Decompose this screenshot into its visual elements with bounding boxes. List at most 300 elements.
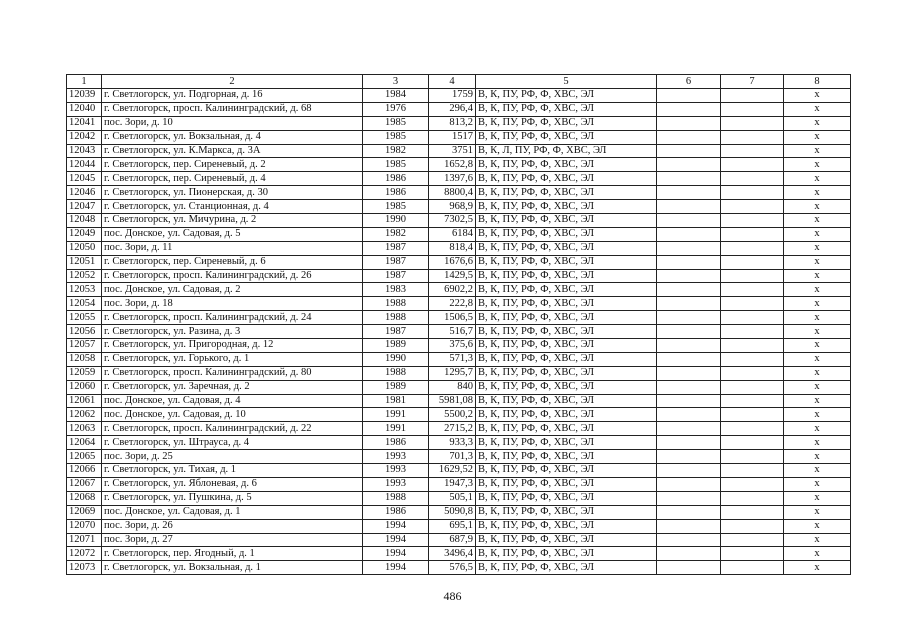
table-row: [67, 547, 851, 561]
area-cell: 968,9: [429, 200, 476, 214]
empty-cell: [657, 366, 721, 380]
area-cell: 1676,6: [429, 255, 476, 269]
works-cell: В, К, ПУ, РФ, Ф, ХВС, ЭЛ: [476, 172, 657, 186]
area-cell: 3751: [429, 144, 476, 158]
mark-cell: х: [784, 339, 851, 353]
year-cell: 1993: [363, 450, 429, 464]
empty-cell: [657, 89, 721, 103]
works-cell: В, К, ПУ, РФ, Ф, ХВС, ЭЛ: [476, 102, 657, 116]
area-cell: 2715,2: [429, 422, 476, 436]
mark-cell: х: [784, 519, 851, 533]
row-number-cell: 12045: [67, 172, 102, 186]
empty-cell: [657, 505, 721, 519]
area-cell: 5090,8: [429, 505, 476, 519]
year-cell: 1986: [363, 172, 429, 186]
row-number-cell: 12051: [67, 255, 102, 269]
works-cell: В, К, ПУ, РФ, Ф, ХВС, ЭЛ: [476, 186, 657, 200]
works-cell: В, К, ПУ, РФ, Ф, ХВС, ЭЛ: [476, 491, 657, 505]
empty-cell: [657, 450, 721, 464]
year-cell: 1985: [363, 116, 429, 130]
works-cell: В, К, ПУ, РФ, Ф, ХВС, ЭЛ: [476, 450, 657, 464]
empty-cell: [657, 200, 721, 214]
address-cell: пос. Зори, д. 18: [102, 297, 363, 311]
address-cell: г. Светлогорск, ул. Заречная, д. 2: [102, 380, 363, 394]
empty-cell: [721, 477, 784, 491]
empty-cell: [721, 144, 784, 158]
row-number-cell: 12039: [67, 89, 102, 103]
table-row: [67, 311, 851, 325]
mark-cell: х: [784, 477, 851, 491]
row-number-cell: 12073: [67, 561, 102, 575]
works-cell: В, К, ПУ, РФ, Ф, ХВС, ЭЛ: [476, 130, 657, 144]
register-table: [66, 74, 851, 575]
empty-cell: [657, 269, 721, 283]
year-cell: 1990: [363, 214, 429, 228]
row-number-cell: 12054: [67, 297, 102, 311]
mark-cell: х: [784, 547, 851, 561]
row-number-cell: 12043: [67, 144, 102, 158]
area-cell: 813,2: [429, 116, 476, 130]
empty-cell: [721, 325, 784, 339]
row-number-cell: 12072: [67, 547, 102, 561]
empty-cell: [721, 505, 784, 519]
address-cell: г. Светлогорск, пер. Сиреневый, д. 6: [102, 255, 363, 269]
table-row: [67, 255, 851, 269]
row-number-cell: 12056: [67, 325, 102, 339]
year-cell: 1987: [363, 325, 429, 339]
area-cell: 1652,8: [429, 158, 476, 172]
works-cell: В, К, ПУ, РФ, Ф, ХВС, ЭЛ: [476, 394, 657, 408]
address-cell: г. Светлогорск, ул. Штрауса, д. 4: [102, 436, 363, 450]
address-cell: г. Светлогорск, просп. Калининградский, д. 80: [102, 366, 363, 380]
row-number-cell: 12065: [67, 450, 102, 464]
area-cell: 375,6: [429, 339, 476, 353]
address-cell: г. Светлогорск, просп. Калининградский, д. 68: [102, 102, 363, 116]
area-cell: 1629,52: [429, 464, 476, 478]
area-cell: 296,4: [429, 102, 476, 116]
mark-cell: х: [784, 255, 851, 269]
area-cell: 6184: [429, 227, 476, 241]
row-number-cell: 12069: [67, 505, 102, 519]
table-row: [67, 436, 851, 450]
area-cell: 571,3: [429, 352, 476, 366]
table-row: [67, 380, 851, 394]
area-cell: 576,5: [429, 561, 476, 575]
mark-cell: х: [784, 89, 851, 103]
empty-cell: [721, 339, 784, 353]
mark-cell: х: [784, 214, 851, 228]
header-cell: 4: [429, 75, 476, 89]
empty-cell: [721, 227, 784, 241]
empty-cell: [721, 464, 784, 478]
area-cell: 5500,2: [429, 408, 476, 422]
address-cell: г. Светлогорск, ул. Разина, д. 3: [102, 325, 363, 339]
mark-cell: х: [784, 283, 851, 297]
table-row: [67, 339, 851, 353]
empty-cell: [657, 130, 721, 144]
empty-cell: [657, 547, 721, 561]
empty-cell: [657, 227, 721, 241]
empty-cell: [657, 519, 721, 533]
empty-cell: [721, 394, 784, 408]
year-cell: 1993: [363, 464, 429, 478]
works-cell: В, К, ПУ, РФ, Ф, ХВС, ЭЛ: [476, 339, 657, 353]
table-row: [67, 533, 851, 547]
empty-cell: [657, 436, 721, 450]
mark-cell: х: [784, 505, 851, 519]
row-number-cell: 12061: [67, 394, 102, 408]
works-cell: В, К, ПУ, РФ, Ф, ХВС, ЭЛ: [476, 519, 657, 533]
year-cell: 1987: [363, 255, 429, 269]
empty-cell: [657, 172, 721, 186]
row-number-cell: 12053: [67, 283, 102, 297]
empty-cell: [721, 89, 784, 103]
empty-cell: [721, 436, 784, 450]
empty-cell: [657, 477, 721, 491]
address-cell: г. Светлогорск, ул. К.Маркса, д. 3А: [102, 144, 363, 158]
table-row: [67, 325, 851, 339]
empty-cell: [657, 255, 721, 269]
table-row: [67, 214, 851, 228]
works-cell: В, К, ПУ, РФ, Ф, ХВС, ЭЛ: [476, 158, 657, 172]
area-cell: 840: [429, 380, 476, 394]
works-cell: В, К, ПУ, РФ, Ф, ХВС, ЭЛ: [476, 352, 657, 366]
empty-cell: [657, 102, 721, 116]
empty-cell: [721, 450, 784, 464]
address-cell: г. Светлогорск, ул. Мичурина, д. 2: [102, 214, 363, 228]
row-number-cell: 12068: [67, 491, 102, 505]
empty-cell: [657, 186, 721, 200]
year-cell: 1983: [363, 283, 429, 297]
empty-cell: [657, 464, 721, 478]
year-cell: 1984: [363, 89, 429, 103]
address-cell: г. Светлогорск, ул. Вокзальная, д. 4: [102, 130, 363, 144]
year-cell: 1982: [363, 144, 429, 158]
mark-cell: х: [784, 394, 851, 408]
table-header-row: [67, 75, 851, 89]
works-cell: В, К, ПУ, РФ, Ф, ХВС, ЭЛ: [476, 311, 657, 325]
address-cell: г. Светлогорск, пер. Сиреневый, д. 4: [102, 172, 363, 186]
area-cell: 5981,08: [429, 394, 476, 408]
row-number-cell: 12052: [67, 269, 102, 283]
table-row: [67, 227, 851, 241]
row-number-cell: 12059: [67, 366, 102, 380]
area-cell: 1397,6: [429, 172, 476, 186]
empty-cell: [721, 214, 784, 228]
header-cell: 2: [102, 75, 363, 89]
table-row: [67, 366, 851, 380]
mark-cell: х: [784, 144, 851, 158]
works-cell: В, К, ПУ, РФ, Ф, ХВС, ЭЛ: [476, 408, 657, 422]
area-cell: 1759: [429, 89, 476, 103]
row-number-cell: 12060: [67, 380, 102, 394]
year-cell: 1988: [363, 491, 429, 505]
works-cell: В, К, ПУ, РФ, Ф, ХВС, ЭЛ: [476, 380, 657, 394]
year-cell: 1990: [363, 352, 429, 366]
address-cell: г. Светлогорск, ул. Пионерская, д. 30: [102, 186, 363, 200]
row-number-cell: 12042: [67, 130, 102, 144]
address-cell: г. Светлогорск, просп. Калининградский, д. 26: [102, 269, 363, 283]
empty-cell: [657, 297, 721, 311]
empty-cell: [657, 214, 721, 228]
address-cell: г. Светлогорск, ул. Вокзальная, д. 1: [102, 561, 363, 575]
works-cell: В, К, ПУ, РФ, Ф, ХВС, ЭЛ: [476, 505, 657, 519]
address-cell: г. Светлогорск, ул. Станционная, д. 4: [102, 200, 363, 214]
address-cell: пос. Зори, д. 26: [102, 519, 363, 533]
address-cell: г. Светлогорск, пер. Ягодный, д. 1: [102, 547, 363, 561]
year-cell: 1994: [363, 519, 429, 533]
works-cell: В, К, ПУ, РФ, Ф, ХВС, ЭЛ: [476, 464, 657, 478]
address-cell: пос. Зори, д. 11: [102, 241, 363, 255]
empty-cell: [721, 491, 784, 505]
empty-cell: [721, 172, 784, 186]
year-cell: 1976: [363, 102, 429, 116]
table-row: [67, 519, 851, 533]
header-cell: 8: [784, 75, 851, 89]
row-number-cell: 12062: [67, 408, 102, 422]
mark-cell: х: [784, 422, 851, 436]
mark-cell: х: [784, 186, 851, 200]
address-cell: г. Светлогорск, ул. Пригородная, д. 12: [102, 339, 363, 353]
header-cell: 7: [721, 75, 784, 89]
table-row: [67, 283, 851, 297]
area-cell: 818,4: [429, 241, 476, 255]
area-cell: 1429,5: [429, 269, 476, 283]
empty-cell: [721, 130, 784, 144]
empty-cell: [721, 352, 784, 366]
area-cell: 933,3: [429, 436, 476, 450]
mark-cell: х: [784, 366, 851, 380]
works-cell: В, К, ПУ, РФ, Ф, ХВС, ЭЛ: [476, 116, 657, 130]
year-cell: 1991: [363, 422, 429, 436]
year-cell: 1986: [363, 436, 429, 450]
table-row: [67, 144, 851, 158]
row-number-cell: 12071: [67, 533, 102, 547]
year-cell: 1985: [363, 158, 429, 172]
row-number-cell: 12049: [67, 227, 102, 241]
empty-cell: [721, 283, 784, 297]
year-cell: 1994: [363, 533, 429, 547]
mark-cell: х: [784, 491, 851, 505]
row-number-cell: 12066: [67, 464, 102, 478]
works-cell: В, К, ПУ, РФ, Ф, ХВС, ЭЛ: [476, 422, 657, 436]
address-cell: г. Светлогорск, ул. Яблоневая, д. 6: [102, 477, 363, 491]
row-number-cell: 12048: [67, 214, 102, 228]
empty-cell: [721, 408, 784, 422]
empty-cell: [657, 394, 721, 408]
year-cell: 1988: [363, 311, 429, 325]
table-row: [67, 505, 851, 519]
area-cell: 7302,5: [429, 214, 476, 228]
area-cell: 8800,4: [429, 186, 476, 200]
mark-cell: х: [784, 450, 851, 464]
works-cell: В, К, ПУ, РФ, Ф, ХВС, ЭЛ: [476, 533, 657, 547]
table-row: [67, 130, 851, 144]
row-number-cell: 12055: [67, 311, 102, 325]
row-number-cell: 12047: [67, 200, 102, 214]
table-row: [67, 269, 851, 283]
empty-cell: [721, 547, 784, 561]
area-cell: 516,7: [429, 325, 476, 339]
year-cell: 1994: [363, 561, 429, 575]
empty-cell: [657, 116, 721, 130]
mark-cell: х: [784, 533, 851, 547]
works-cell: В, К, Л, ПУ, РФ, Ф, ХВС, ЭЛ: [476, 144, 657, 158]
empty-cell: [657, 241, 721, 255]
empty-cell: [657, 325, 721, 339]
address-cell: пос. Зори, д. 10: [102, 116, 363, 130]
empty-cell: [721, 561, 784, 575]
table-row: [67, 352, 851, 366]
mark-cell: х: [784, 352, 851, 366]
empty-cell: [721, 158, 784, 172]
mark-cell: х: [784, 227, 851, 241]
year-cell: 1985: [363, 130, 429, 144]
header-cell: 1: [67, 75, 102, 89]
empty-cell: [721, 422, 784, 436]
table-row: [67, 241, 851, 255]
works-cell: В, К, ПУ, РФ, Ф, ХВС, ЭЛ: [476, 366, 657, 380]
empty-cell: [721, 533, 784, 547]
works-cell: В, К, ПУ, РФ, Ф, ХВС, ЭЛ: [476, 200, 657, 214]
empty-cell: [657, 561, 721, 575]
address-cell: пос. Донское, ул. Садовая, д. 2: [102, 283, 363, 297]
mark-cell: х: [784, 436, 851, 450]
empty-cell: [657, 311, 721, 325]
year-cell: 1989: [363, 380, 429, 394]
mark-cell: х: [784, 241, 851, 255]
area-cell: 3496,4: [429, 547, 476, 561]
works-cell: В, К, ПУ, РФ, Ф, ХВС, ЭЛ: [476, 227, 657, 241]
year-cell: 1994: [363, 547, 429, 561]
row-number-cell: 12070: [67, 519, 102, 533]
address-cell: пос. Донское, ул. Садовая, д. 5: [102, 227, 363, 241]
mark-cell: х: [784, 297, 851, 311]
works-cell: В, К, ПУ, РФ, Ф, ХВС, ЭЛ: [476, 283, 657, 297]
empty-cell: [657, 339, 721, 353]
year-cell: 1986: [363, 186, 429, 200]
address-cell: г. Светлогорск, просп. Калининградский, д. 24: [102, 311, 363, 325]
address-cell: г. Светлогорск, ул. Пушкина, д. 5: [102, 491, 363, 505]
area-cell: 1517: [429, 130, 476, 144]
mark-cell: х: [784, 325, 851, 339]
works-cell: В, К, ПУ, РФ, Ф, ХВС, ЭЛ: [476, 325, 657, 339]
address-cell: г. Светлогорск, ул. Горького, д. 1: [102, 352, 363, 366]
table-row: [67, 477, 851, 491]
area-cell: 695,1: [429, 519, 476, 533]
mark-cell: х: [784, 311, 851, 325]
works-cell: В, К, ПУ, РФ, Ф, ХВС, ЭЛ: [476, 297, 657, 311]
table-row: [67, 408, 851, 422]
year-cell: 1993: [363, 477, 429, 491]
works-cell: В, К, ПУ, РФ, Ф, ХВС, ЭЛ: [476, 255, 657, 269]
works-cell: В, К, ПУ, РФ, Ф, ХВС, ЭЛ: [476, 436, 657, 450]
mark-cell: х: [784, 408, 851, 422]
area-cell: 1295,7: [429, 366, 476, 380]
table-row: [67, 450, 851, 464]
address-cell: пос. Зори, д. 25: [102, 450, 363, 464]
address-cell: г. Светлогорск, пер. Сиреневый, д. 2: [102, 158, 363, 172]
empty-cell: [657, 380, 721, 394]
mark-cell: х: [784, 116, 851, 130]
table-row: [67, 394, 851, 408]
mark-cell: х: [784, 464, 851, 478]
area-cell: 505,1: [429, 491, 476, 505]
empty-cell: [657, 422, 721, 436]
year-cell: 1985: [363, 200, 429, 214]
area-cell: 1947,3: [429, 477, 476, 491]
table-row: [67, 200, 851, 214]
area-cell: 701,3: [429, 450, 476, 464]
empty-cell: [721, 186, 784, 200]
address-cell: пос. Донское, ул. Садовая, д. 4: [102, 394, 363, 408]
row-number-cell: 12050: [67, 241, 102, 255]
address-cell: г. Светлогорск, ул. Тихая, д. 1: [102, 464, 363, 478]
area-cell: 687,9: [429, 533, 476, 547]
area-cell: 1506,5: [429, 311, 476, 325]
address-cell: пос. Донское, ул. Садовая, д. 10: [102, 408, 363, 422]
table-row: [67, 491, 851, 505]
row-number-cell: 12057: [67, 339, 102, 353]
table-row: [67, 102, 851, 116]
empty-cell: [657, 158, 721, 172]
page-number: 486: [443, 589, 462, 603]
row-number-cell: 12046: [67, 186, 102, 200]
empty-cell: [721, 519, 784, 533]
mark-cell: х: [784, 102, 851, 116]
header-cell: 6: [657, 75, 721, 89]
empty-cell: [657, 352, 721, 366]
row-number-cell: 12040: [67, 102, 102, 116]
address-cell: пос. Зори, д. 27: [102, 533, 363, 547]
empty-cell: [721, 102, 784, 116]
empty-cell: [721, 241, 784, 255]
works-cell: В, К, ПУ, РФ, Ф, ХВС, ЭЛ: [476, 89, 657, 103]
empty-cell: [721, 255, 784, 269]
table-row: [67, 297, 851, 311]
table-row: [67, 561, 851, 575]
mark-cell: х: [784, 380, 851, 394]
empty-cell: [657, 491, 721, 505]
mark-cell: х: [784, 200, 851, 214]
empty-cell: [721, 297, 784, 311]
area-cell: 222,8: [429, 297, 476, 311]
year-cell: 1991: [363, 408, 429, 422]
works-cell: В, К, ПУ, РФ, Ф, ХВС, ЭЛ: [476, 477, 657, 491]
address-cell: пос. Донское, ул. Садовая, д. 1: [102, 505, 363, 519]
row-number-cell: 12058: [67, 352, 102, 366]
table-row: [67, 172, 851, 186]
works-cell: В, К, ПУ, РФ, Ф, ХВС, ЭЛ: [476, 214, 657, 228]
mark-cell: х: [784, 269, 851, 283]
row-number-cell: 12067: [67, 477, 102, 491]
year-cell: 1988: [363, 297, 429, 311]
table-row: [67, 158, 851, 172]
empty-cell: [657, 408, 721, 422]
table-row: [67, 422, 851, 436]
year-cell: 1988: [363, 366, 429, 380]
header-cell: 5: [476, 75, 657, 89]
area-cell: 6902,2: [429, 283, 476, 297]
empty-cell: [721, 366, 784, 380]
empty-cell: [721, 269, 784, 283]
empty-cell: [657, 144, 721, 158]
works-cell: В, К, ПУ, РФ, Ф, ХВС, ЭЛ: [476, 269, 657, 283]
address-cell: г. Светлогорск, ул. Подгорная, д. 16: [102, 89, 363, 103]
empty-cell: [721, 380, 784, 394]
table-row: [67, 89, 851, 103]
works-cell: В, К, ПУ, РФ, Ф, ХВС, ЭЛ: [476, 241, 657, 255]
